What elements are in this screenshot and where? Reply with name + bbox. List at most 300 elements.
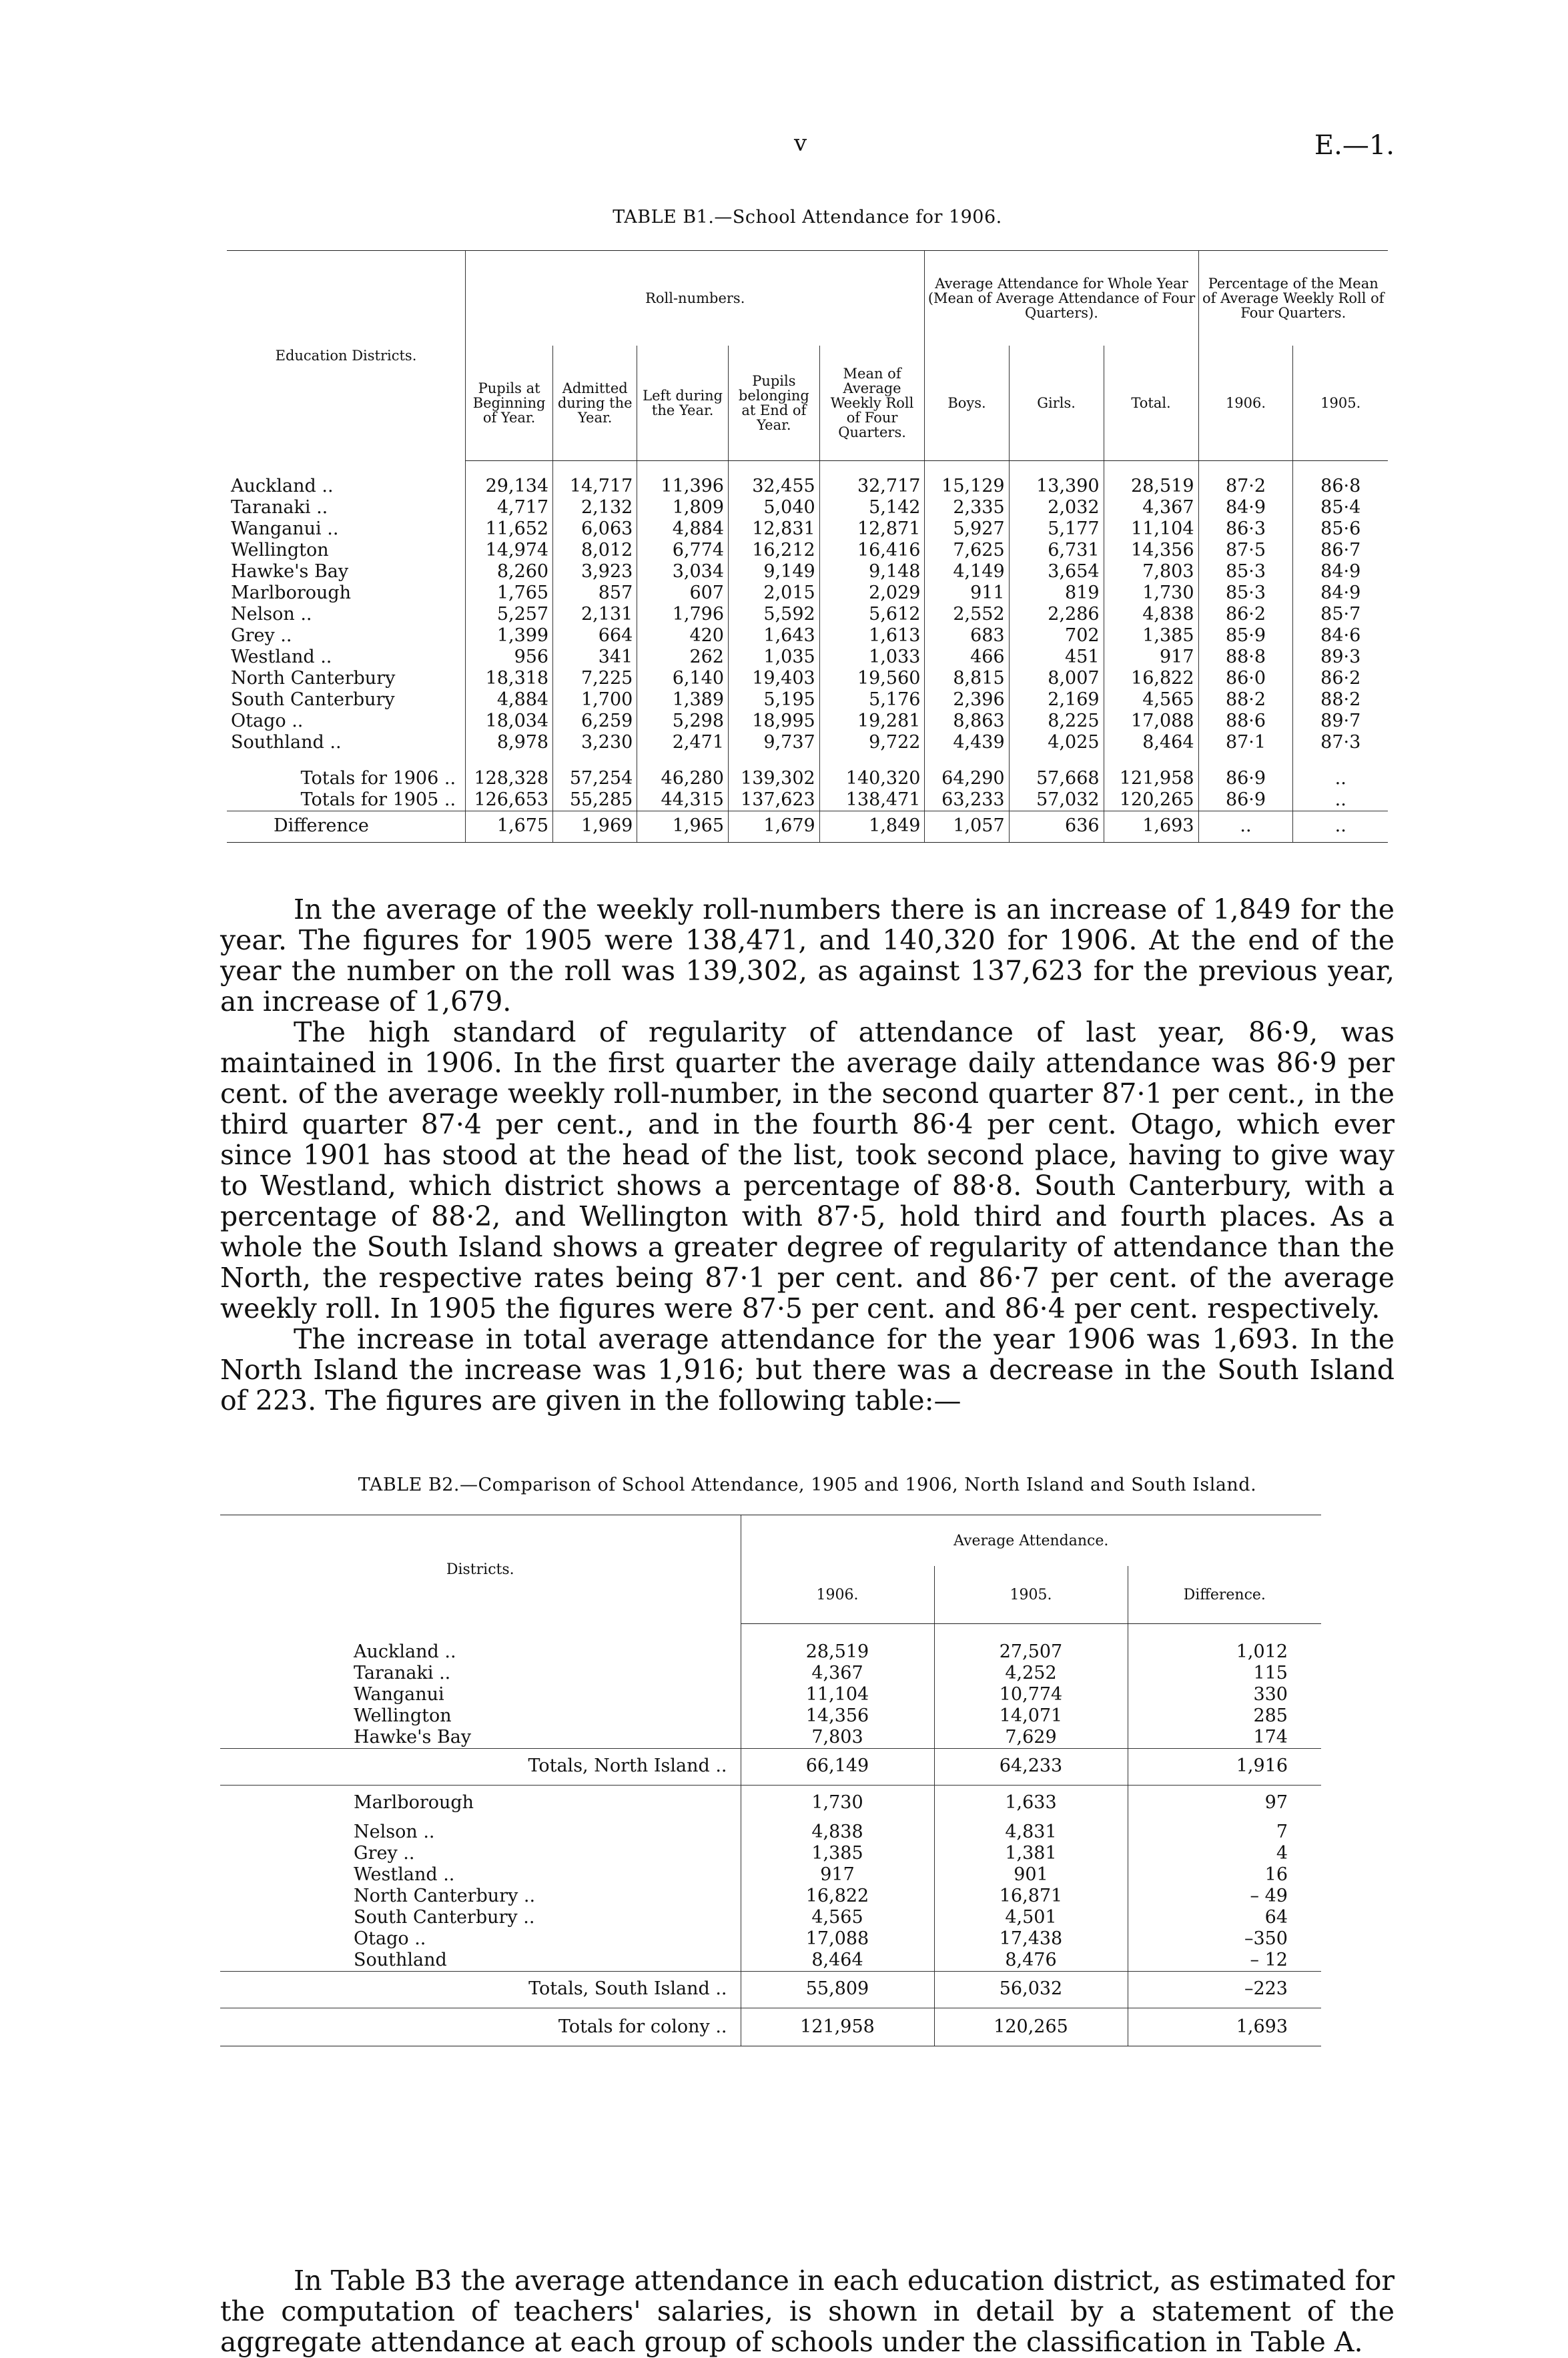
cell-c8: 17,088 — [1104, 711, 1198, 732]
cell-c6: 4,149 — [925, 561, 1009, 582]
cell-c7: 2,286 — [1009, 604, 1104, 625]
cell-c1: 1,765 — [466, 582, 553, 604]
cell-c8: 917 — [1104, 647, 1198, 668]
cell-c5: 138,471 — [819, 789, 925, 811]
cell-c1: 18,318 — [466, 668, 553, 689]
cell-c7: 57,032 — [1009, 789, 1104, 811]
row-label: Westland .. — [354, 1864, 455, 1885]
south-district-row — [220, 1864, 1321, 1886]
cell-c4: 12,831 — [729, 518, 820, 540]
row-label: Wellington — [354, 1705, 452, 1726]
south-district-row — [220, 1907, 1321, 1928]
cell-c9: 87·1 — [1198, 732, 1293, 753]
totals-1906-row — [227, 768, 1388, 789]
cell-c4: 1,035 — [729, 647, 820, 668]
district-row — [227, 604, 1388, 625]
cell-c2: 1,969 — [553, 811, 637, 843]
cell-c2: 2,131 — [553, 604, 637, 625]
cell-c10: 84·6 — [1293, 625, 1388, 647]
cell-c6: 911 — [925, 582, 1009, 604]
cell-c10: .. — [1293, 768, 1388, 789]
cell-c1: 11,652 — [466, 518, 553, 540]
cell-c10: 86·8 — [1293, 476, 1388, 497]
cell-c3: 420 — [637, 625, 729, 647]
cell-c1: 128,328 — [466, 768, 553, 789]
district-row — [227, 689, 1388, 711]
district-row — [227, 625, 1388, 647]
cell-c4: 9,737 — [729, 732, 820, 753]
cell-c10: 87·3 — [1293, 732, 1388, 753]
row-label: Southland .. — [231, 732, 342, 753]
row-label: South Canterbury .. — [354, 1907, 535, 1928]
cell-c4: 16,212 — [729, 540, 820, 561]
cell-1906: 14,356 — [741, 1705, 934, 1727]
cell-c5: 5,612 — [819, 604, 925, 625]
row-label: Wanganui — [354, 1684, 444, 1705]
difference-row — [227, 811, 1388, 843]
cell-1906: 4,565 — [741, 1907, 934, 1928]
row-label: North Canterbury — [231, 668, 396, 689]
district-row — [227, 561, 1388, 582]
row-label: Wanganui .. — [231, 518, 339, 539]
cell-c7: 451 — [1009, 647, 1104, 668]
body-text — [220, 894, 1395, 1416]
cell-1905: 120,265 — [934, 2008, 1128, 2046]
cell-c1: 4,717 — [466, 497, 553, 518]
cell-c3: 46,280 — [637, 768, 729, 789]
row-label: Totals, South Island .. — [220, 1972, 741, 2008]
north-district-row — [220, 1663, 1321, 1684]
cell-c7: 5,177 — [1009, 518, 1104, 540]
totals-1905-row — [227, 789, 1388, 811]
cell-c5: 19,281 — [819, 711, 925, 732]
closing-text — [220, 2265, 1395, 2357]
cell-c9: 85·3 — [1198, 561, 1293, 582]
row-label: Westland .. — [231, 647, 332, 667]
row-label: Otago .. — [231, 711, 304, 731]
cell-1906: 16,822 — [741, 1886, 934, 1907]
cell-c7: 57,668 — [1009, 768, 1104, 789]
cell-c6: 8,863 — [925, 711, 1009, 732]
header-1906: 1906. — [1198, 346, 1293, 461]
cell-c4: 139,302 — [729, 768, 820, 789]
cell-c10: .. — [1293, 789, 1388, 811]
cell-c8: 28,519 — [1104, 476, 1198, 497]
cell-c1: 956 — [466, 647, 553, 668]
cell-c10: 89·7 — [1293, 711, 1388, 732]
row-label: Hawke's Bay — [231, 561, 349, 582]
header-roll-numbers: Roll-numbers. — [466, 251, 925, 346]
colony-total-row — [220, 2008, 1321, 2046]
south-total-row — [220, 1972, 1321, 2008]
cell-c3: 6,140 — [637, 668, 729, 689]
page-header — [220, 130, 1395, 170]
district-row — [227, 497, 1388, 518]
cell-difference: 7 — [1128, 1822, 1321, 1843]
document-reference: E.—1. — [1314, 130, 1395, 161]
cell-c6: 64,290 — [925, 768, 1009, 789]
cell-c6: 63,233 — [925, 789, 1009, 811]
cell-c8: 11,104 — [1104, 518, 1198, 540]
cell-c1: 5,257 — [466, 604, 553, 625]
cell-1906: 1,385 — [741, 1843, 934, 1864]
cell-c4: 19,403 — [729, 668, 820, 689]
cell-c3: 607 — [637, 582, 729, 604]
b2-header-districts: Districts. — [220, 1515, 741, 1624]
cell-c8: 1,693 — [1104, 811, 1198, 843]
cell-c8: 16,822 — [1104, 668, 1198, 689]
cell-c7: 8,225 — [1009, 711, 1104, 732]
cell-c7: 819 — [1009, 582, 1104, 604]
cell-1905: 901 — [934, 1864, 1128, 1886]
cell-c9: 86·2 — [1198, 604, 1293, 625]
cell-c9: 87·2 — [1198, 476, 1293, 497]
cell-c6: 1,057 — [925, 811, 1009, 843]
cell-1906: 1,730 — [741, 1786, 934, 1822]
cell-difference: 330 — [1128, 1684, 1321, 1705]
cell-c8: 4,565 — [1104, 689, 1198, 711]
cell-c9: 84·9 — [1198, 497, 1293, 518]
row-label: Nelson .. — [354, 1822, 435, 1842]
cell-c2: 857 — [553, 582, 637, 604]
north-total-row — [220, 1749, 1321, 1786]
cell-c10: 85·7 — [1293, 604, 1388, 625]
cell-c5: 2,029 — [819, 582, 925, 604]
cell-c9: 88·8 — [1198, 647, 1293, 668]
row-label: Marlborough — [231, 582, 352, 603]
cell-c2: 2,132 — [553, 497, 637, 518]
cell-c2: 14,717 — [553, 476, 637, 497]
cell-difference: 115 — [1128, 1663, 1321, 1684]
cell-1906: 11,104 — [741, 1684, 934, 1705]
cell-c6: 2,396 — [925, 689, 1009, 711]
cell-1905: 8,476 — [934, 1950, 1128, 1972]
north-district-row — [220, 1727, 1321, 1749]
paragraph-3: The increase in total average attendance for the year 1906 was 1,693. In the North Island the increase was 1,916; but there was a decrease in the South Island of 223. The figures are given in the following table:— — [220, 1323, 1395, 1417]
cell-c2: 3,923 — [553, 561, 637, 582]
cell-c10: 84·9 — [1293, 561, 1388, 582]
cell-c7: 702 — [1009, 625, 1104, 647]
cell-c3: 1,389 — [637, 689, 729, 711]
cell-difference: 16 — [1128, 1864, 1321, 1886]
cell-c7: 2,169 — [1009, 689, 1104, 711]
table-b2-body — [220, 1624, 1321, 2046]
cell-c1: 1,399 — [466, 625, 553, 647]
cell-1906: 55,809 — [741, 1972, 934, 2008]
cell-c4: 137,623 — [729, 789, 820, 811]
cell-c4: 2,015 — [729, 582, 820, 604]
cell-c1: 8,978 — [466, 732, 553, 753]
cell-c9: 86·9 — [1198, 789, 1293, 811]
row-label: Taranaki .. — [231, 497, 328, 518]
cell-c4: 5,195 — [729, 689, 820, 711]
cell-1905: 1,633 — [934, 1786, 1128, 1822]
row-label: Grey .. — [354, 1843, 415, 1864]
district-row — [227, 582, 1388, 604]
north-district-row — [220, 1705, 1321, 1727]
cell-c3: 1,796 — [637, 604, 729, 625]
cell-1906: 8,464 — [741, 1950, 934, 1972]
cell-c7: 8,007 — [1009, 668, 1104, 689]
district-row — [227, 732, 1388, 753]
cell-1905: 27,507 — [934, 1641, 1128, 1663]
cell-c10: 88·2 — [1293, 689, 1388, 711]
spacer-row — [220, 1624, 1321, 1642]
table-b1 — [227, 250, 1388, 843]
cell-1906: 121,958 — [741, 2008, 934, 2046]
row-label: Totals for 1906 .. — [300, 768, 456, 789]
cell-c2: 6,063 — [553, 518, 637, 540]
row-label: Hawke's Bay — [354, 1727, 472, 1747]
row-label: Auckland .. — [231, 476, 334, 496]
cell-c3: 4,884 — [637, 518, 729, 540]
district-row — [227, 668, 1388, 689]
district-row — [227, 540, 1388, 561]
south-district-row — [220, 1928, 1321, 1950]
cell-c4: 18,995 — [729, 711, 820, 732]
cell-c10: 89·3 — [1293, 647, 1388, 668]
cell-1905: 16,871 — [934, 1886, 1128, 1907]
row-label: Totals, North Island .. — [220, 1749, 741, 1786]
cell-c4: 9,149 — [729, 561, 820, 582]
south-district-row — [220, 1822, 1321, 1843]
cell-1905: 4,501 — [934, 1907, 1128, 1928]
cell-difference: 97 — [1128, 1786, 1321, 1822]
cell-c10: 85·6 — [1293, 518, 1388, 540]
cell-c5: 1,849 — [819, 811, 925, 843]
cell-c1: 1,675 — [466, 811, 553, 843]
cell-1906: 917 — [741, 1864, 934, 1886]
cell-1905: 56,032 — [934, 1972, 1128, 2008]
cell-difference: 1,012 — [1128, 1641, 1321, 1663]
cell-c7: 13,390 — [1009, 476, 1104, 497]
cell-c6: 683 — [925, 625, 1009, 647]
south-district-row — [220, 1786, 1321, 1822]
cell-c2: 7,225 — [553, 668, 637, 689]
cell-c5: 9,148 — [819, 561, 925, 582]
row-label: Totals for 1905 .. — [300, 789, 456, 810]
row-label: Totals for colony .. — [220, 2008, 741, 2046]
cell-c2: 1,700 — [553, 689, 637, 711]
paragraph-2: The high standard of regularity of attendance of last year, 86·9, was maintained in 1906. In the first quarter the average daily attendance was 86·9 per cent. of the average weekly roll-number, in the second quarter 87·1 per cent., in the third quarter 87·4 per cent., and in the fourth 86·4 per cent. Otago, which ever since 1901 has stood at the head of the list, took second place, having to give way to Westland, which district shows a percentage of 88·8. South Canterbury, with a percentage of 88·2, and Wellington with 87·5, hold third and fourth places. As a whole the South Island shows a greater degree of regularity of attendance than the North, the respective rates being 87·1 per cent. and 86·7 per cent. of the average weekly roll. In 1905 the figures were 87·5 per cent. and 86·4 per cent. respectively. — [220, 1016, 1395, 1324]
south-district-row — [220, 1886, 1321, 1907]
cell-1906: 66,149 — [741, 1749, 934, 1786]
table-b1-body — [227, 461, 1388, 843]
cell-c3: 2,471 — [637, 732, 729, 753]
cell-c9: 85·3 — [1198, 582, 1293, 604]
header-attendance: Average Attendance for Whole Year (Mean of Average Attendance of Four Quarters). — [925, 251, 1198, 346]
cell-c5: 9,722 — [819, 732, 925, 753]
south-district-row — [220, 1843, 1321, 1864]
cell-difference: 1,693 — [1128, 2008, 1321, 2046]
cell-c3: 44,315 — [637, 789, 729, 811]
cell-1905: 4,831 — [934, 1822, 1128, 1843]
cell-difference: –350 — [1128, 1928, 1321, 1950]
cell-c5: 1,613 — [819, 625, 925, 647]
cell-difference: – 12 — [1128, 1950, 1321, 1972]
cell-1906: 7,803 — [741, 1727, 934, 1749]
cell-c5: 32,717 — [819, 476, 925, 497]
cell-c10: 85·4 — [1293, 497, 1388, 518]
cell-1905: 7,629 — [934, 1727, 1128, 1749]
cell-c5: 12,871 — [819, 518, 925, 540]
header-1905: 1905. — [1293, 346, 1388, 461]
row-label: South Canterbury — [231, 689, 395, 710]
cell-c5: 19,560 — [819, 668, 925, 689]
cell-c4: 5,040 — [729, 497, 820, 518]
south-district-row — [220, 1950, 1321, 1972]
cell-1905: 10,774 — [934, 1684, 1128, 1705]
header-pupils-beginning: Pupils at Beginning of Year. — [466, 346, 553, 461]
cell-c5: 16,416 — [819, 540, 925, 561]
cell-c1: 14,974 — [466, 540, 553, 561]
header-admitted: Admitted during the Year. — [553, 346, 637, 461]
cell-c7: 4,025 — [1009, 732, 1104, 753]
district-row — [227, 518, 1388, 540]
cell-c8: 8,464 — [1104, 732, 1198, 753]
cell-c9: 85·9 — [1198, 625, 1293, 647]
cell-c7: 3,654 — [1009, 561, 1104, 582]
cell-c8: 120,265 — [1104, 789, 1198, 811]
cell-c2: 664 — [553, 625, 637, 647]
header-total: Total. — [1104, 346, 1198, 461]
paragraph-1: In the average of the weekly roll-numbers there is an increase of 1,849 for the year. The figures for 1905 were 138,471, and 140,320 for 1906. At the end of the year the number on the roll was 139,302, as against 137,623 for the previous year, an increase of 1,679. — [220, 893, 1395, 1018]
district-row — [227, 476, 1388, 497]
cell-c3: 262 — [637, 647, 729, 668]
cell-c8: 4,367 — [1104, 497, 1198, 518]
cell-c9: .. — [1198, 811, 1293, 843]
district-row — [227, 647, 1388, 668]
cell-c5: 140,320 — [819, 768, 925, 789]
cell-c6: 8,815 — [925, 668, 1009, 689]
cell-c2: 8,012 — [553, 540, 637, 561]
b2-header-difference: Difference. — [1128, 1566, 1321, 1624]
row-label: Grey .. — [231, 625, 292, 646]
row-label: Marlborough — [220, 1786, 741, 1822]
cell-1905: 14,071 — [934, 1705, 1128, 1727]
cell-1906: 4,838 — [741, 1822, 934, 1843]
cell-c5: 1,033 — [819, 647, 925, 668]
district-row — [227, 711, 1388, 732]
cell-c4: 32,455 — [729, 476, 820, 497]
page-number: v — [794, 130, 807, 157]
cell-c3: 3,034 — [637, 561, 729, 582]
spacer-row — [227, 753, 1388, 768]
table-b2-caption: TABLE B2.—Comparison of School Attendance, 1905 and 1906, North Island and South Island. — [358, 1475, 1257, 1495]
cell-c1: 8,260 — [466, 561, 553, 582]
cell-1905: 64,233 — [934, 1749, 1128, 1786]
cell-difference: – 49 — [1128, 1886, 1321, 1907]
cell-c8: 14,356 — [1104, 540, 1198, 561]
cell-c8: 121,958 — [1104, 768, 1198, 789]
cell-c8: 1,730 — [1104, 582, 1198, 604]
cell-c10: 86·2 — [1293, 668, 1388, 689]
cell-c7: 6,731 — [1009, 540, 1104, 561]
cell-c5: 5,176 — [819, 689, 925, 711]
cell-c4: 1,643 — [729, 625, 820, 647]
cell-1905: 4,252 — [934, 1663, 1128, 1684]
cell-difference: 1,916 — [1128, 1749, 1321, 1786]
cell-c8: 4,838 — [1104, 604, 1198, 625]
cell-c7: 2,032 — [1009, 497, 1104, 518]
header-percentage: Percentage of the Mean of Average Weekly Roll of Four Quarters. — [1198, 251, 1388, 346]
cell-c3: 5,298 — [637, 711, 729, 732]
cell-1906: 17,088 — [741, 1928, 934, 1950]
row-label: Otago .. — [354, 1928, 426, 1949]
cell-c4: 1,679 — [729, 811, 820, 843]
header-districts: Education Districts. — [227, 251, 466, 461]
cell-c10: 84·9 — [1293, 582, 1388, 604]
cell-c2: 3,230 — [553, 732, 637, 753]
cell-c3: 1,809 — [637, 497, 729, 518]
cell-c10: 86·7 — [1293, 540, 1388, 561]
cell-c4: 5,592 — [729, 604, 820, 625]
cell-c1: 4,884 — [466, 689, 553, 711]
cell-c9: 86·0 — [1198, 668, 1293, 689]
row-label: Nelson .. — [231, 604, 312, 625]
cell-c2: 341 — [553, 647, 637, 668]
cell-c9: 86·9 — [1198, 768, 1293, 789]
cell-difference: 174 — [1128, 1727, 1321, 1749]
cell-1906: 4,367 — [741, 1663, 934, 1684]
cell-c1: 126,653 — [466, 789, 553, 811]
cell-c3: 6,774 — [637, 540, 729, 561]
cell-difference: –223 — [1128, 1972, 1321, 2008]
row-label: North Canterbury .. — [354, 1886, 536, 1906]
cell-1905: 1,381 — [934, 1843, 1128, 1864]
cell-c9: 88·2 — [1198, 689, 1293, 711]
cell-c2: 55,285 — [553, 789, 637, 811]
cell-c3: 1,965 — [637, 811, 729, 843]
paragraph-closing: In Table B3 the average attendance in each education district, as estimated for the computation of teachers' salaries, is shown in detail by a statement of the aggregate attendance at each group of schools under the classification in Table A. — [220, 2265, 1395, 2358]
header-mean-weekly: Mean of Average Weekly Roll of Four Quarters. — [819, 346, 925, 461]
cell-c7: 636 — [1009, 811, 1104, 843]
header-belonging: Pupils belonging at End of Year. — [729, 346, 820, 461]
cell-c6: 2,335 — [925, 497, 1009, 518]
row-label: Difference — [227, 811, 466, 843]
header-left: Left during the Year. — [637, 346, 729, 461]
cell-c5: 5,142 — [819, 497, 925, 518]
cell-c9: 88·6 — [1198, 711, 1293, 732]
north-district-row — [220, 1684, 1321, 1705]
cell-c9: 86·3 — [1198, 518, 1293, 540]
cell-c2: 57,254 — [553, 768, 637, 789]
cell-c6: 7,625 — [925, 540, 1009, 561]
table-b1-caption: TABLE B1.—School Attendance for 1906. — [613, 207, 1002, 228]
cell-c3: 11,396 — [637, 476, 729, 497]
cell-1905: 17,438 — [934, 1928, 1128, 1950]
cell-c10: .. — [1293, 811, 1388, 843]
cell-c1: 29,134 — [466, 476, 553, 497]
cell-c6: 5,927 — [925, 518, 1009, 540]
header-girls: Girls. — [1009, 346, 1104, 461]
cell-c6: 4,439 — [925, 732, 1009, 753]
b2-header-average-attendance: Average Attendance. — [741, 1515, 1321, 1567]
cell-c6: 2,552 — [925, 604, 1009, 625]
cell-difference: 4 — [1128, 1843, 1321, 1864]
north-district-row — [220, 1641, 1321, 1663]
cell-c9: 87·5 — [1198, 540, 1293, 561]
cell-c6: 466 — [925, 647, 1009, 668]
cell-difference: 285 — [1128, 1705, 1321, 1727]
cell-c1: 18,034 — [466, 711, 553, 732]
spacer-row — [227, 461, 1388, 476]
header-boys: Boys. — [925, 346, 1009, 461]
cell-1906: 28,519 — [741, 1641, 934, 1663]
cell-c8: 7,803 — [1104, 561, 1198, 582]
cell-c2: 6,259 — [553, 711, 637, 732]
cell-c6: 15,129 — [925, 476, 1009, 497]
